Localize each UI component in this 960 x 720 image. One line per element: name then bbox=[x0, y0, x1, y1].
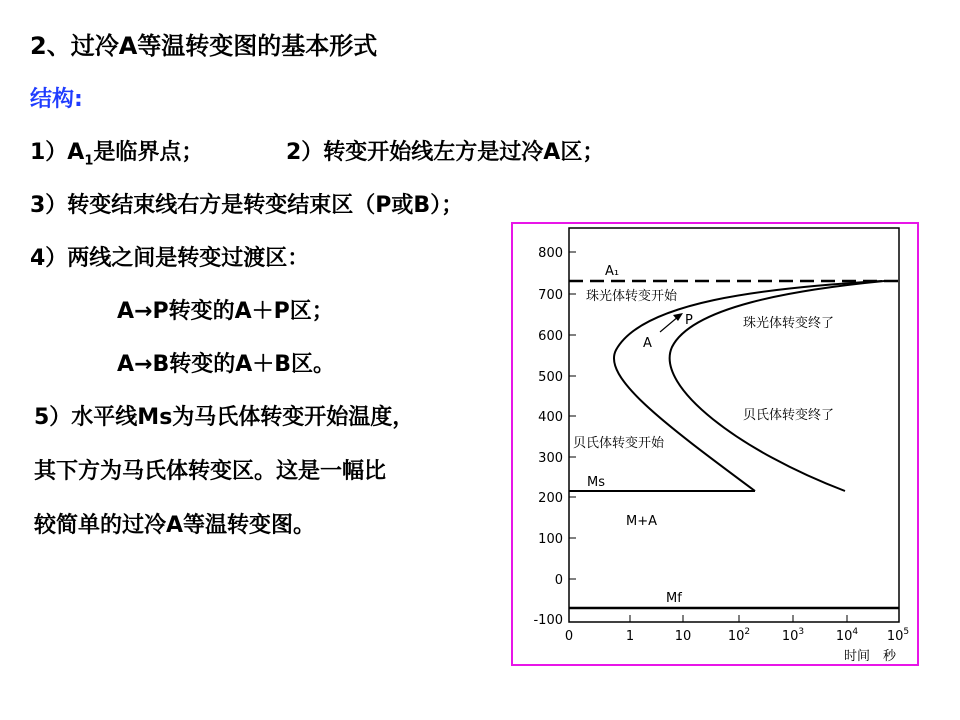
x-tick-10e3-sup: 3 bbox=[798, 627, 805, 637]
x-tick-0-base: 0 bbox=[564, 629, 574, 644]
x-tick-10-base: 10 bbox=[674, 629, 692, 644]
x-tick-10 bbox=[675, 629, 692, 644]
m-plus-a-label: M+A bbox=[626, 514, 658, 529]
bainite-end-label: 贝氏体转变终了 bbox=[743, 408, 835, 423]
structure-heading: 结构: bbox=[30, 87, 83, 112]
x-tick-10e5 bbox=[887, 627, 909, 644]
transformation-end-curve bbox=[670, 281, 884, 491]
item-3: 3）转变结束线右方是转变结束区（P或B）； bbox=[30, 193, 464, 218]
item-1-subscript: 1 bbox=[84, 153, 94, 169]
item-5-line-2: 其下方为马氏体转变区。这是一幅比 bbox=[34, 459, 387, 484]
y-tick-100: 100 bbox=[538, 532, 563, 547]
x-tick-10e4 bbox=[836, 627, 859, 644]
x-tick-10e5-sup: 5 bbox=[903, 627, 910, 637]
x-tick-10e3-base: 10 bbox=[781, 629, 799, 644]
x-tick-10e3 bbox=[782, 627, 804, 644]
a1-label: A₁ bbox=[605, 264, 620, 279]
x-tick-1-base: 1 bbox=[625, 629, 635, 644]
item-1-text-b: 是临界点； bbox=[93, 140, 204, 165]
x-tick-marks bbox=[630, 615, 847, 622]
y-tick-200: 200 bbox=[538, 491, 563, 506]
ttt-diagram bbox=[513, 224, 917, 664]
x-tick-10e4-base: 10 bbox=[835, 629, 853, 644]
x-tick-10e4-sup: 4 bbox=[852, 627, 859, 637]
item-5-line-1: 5）水平线Ms为马氏体转变开始温度， bbox=[34, 405, 415, 430]
item-5-line-3: 较简单的过冷A等温转变图。 bbox=[34, 513, 316, 538]
ttt-diagram-frame bbox=[511, 222, 919, 666]
plot-border bbox=[569, 228, 899, 622]
x-tick-10e2-sup: 2 bbox=[744, 627, 751, 637]
x-tick-10e5-base: 10 bbox=[886, 629, 904, 644]
item-4-sub-1: A→P转变的A＋P区； bbox=[117, 299, 334, 324]
transformation-start-curve bbox=[614, 281, 882, 491]
pearlite-end-label: 珠光体转变终了 bbox=[743, 316, 835, 331]
ms-label: Ms bbox=[587, 475, 605, 490]
p-label: P bbox=[685, 313, 693, 328]
y-tick-labels bbox=[533, 246, 563, 628]
y-tick-400: 400 bbox=[538, 410, 563, 425]
page-title: 2、过冷A等温转变图的基本形式 bbox=[30, 32, 378, 60]
y-tick-700: 700 bbox=[538, 288, 563, 303]
pearlite-start-label: 珠光体转变开始 bbox=[586, 289, 678, 304]
y-tick-0: 0 bbox=[554, 573, 563, 588]
item-4: 4）两线之间是转变过渡区： bbox=[30, 246, 310, 271]
x-tick-10e2 bbox=[728, 627, 750, 644]
item-2: 2）转变开始线左方是过冷A区； bbox=[286, 140, 605, 165]
x-axis-unit-label: 时间 秒 bbox=[844, 649, 897, 664]
x-tick-1 bbox=[626, 629, 634, 644]
a-label: A bbox=[643, 336, 652, 351]
y-tick-minus-100: -100 bbox=[533, 613, 563, 628]
item-4-sub-2: A→B转变的A＋B区。 bbox=[117, 352, 336, 377]
x-tick-10e2-base: 10 bbox=[727, 629, 745, 644]
y-tick-600: 600 bbox=[538, 329, 563, 344]
mf-label: Mf bbox=[666, 591, 682, 606]
y-tick-500: 500 bbox=[538, 370, 563, 385]
y-tick-marks bbox=[569, 252, 576, 579]
x-tick-labels bbox=[565, 627, 909, 644]
y-tick-800: 800 bbox=[538, 246, 563, 261]
item-1 bbox=[30, 135, 203, 168]
x-tick-0 bbox=[565, 629, 573, 644]
y-tick-300: 300 bbox=[538, 451, 563, 466]
item-1-text-a: 1）A bbox=[30, 140, 85, 165]
bainite-start-label: 贝氏体转变开始 bbox=[573, 436, 665, 451]
